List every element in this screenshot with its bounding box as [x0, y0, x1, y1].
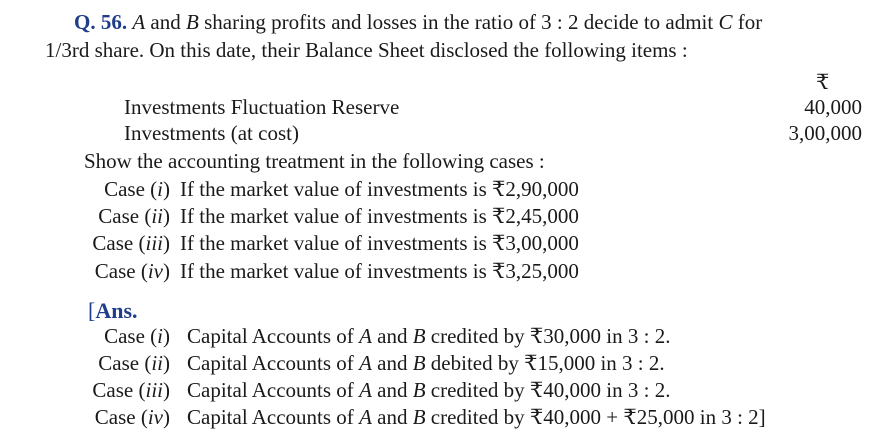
answer-case-text: Capital Accounts of A and B credited by ₹40,000 in 3 : 2.: [187, 378, 671, 402]
answer-case-text: Capital Accounts of A and B debited by ₹15,000 in 3 : 2.: [187, 351, 665, 375]
case-text: If the market value of investments is ₹3,00,000: [180, 231, 579, 255]
balance-item-label: Investments Fluctuation Reserve: [124, 95, 400, 119]
question-text: for: [732, 10, 763, 34]
case-text: If the market value of investments is ₹3,25,000: [180, 259, 579, 283]
case-label: Case (ii): [98, 204, 170, 228]
question-text: and: [145, 10, 186, 34]
case-label: Case (iii): [92, 231, 170, 255]
partner-c: C: [718, 10, 733, 34]
answer-case-label: Case (i): [104, 324, 170, 348]
case-label: Case (iv): [94, 259, 170, 283]
answer-case-label: Case (iv): [94, 405, 170, 429]
answer-case-label: Case (iii): [92, 378, 170, 402]
question-line-2: 1/3rd share. On this date, their Balance Sheet disclosed the following items :: [45, 38, 688, 62]
question-line-1: [74, 12, 762, 33]
case-label: Case (i): [104, 177, 170, 201]
balance-item-amount: 40,000: [804, 95, 862, 119]
instruction-text: Show the accounting treatment in the following cases :: [84, 149, 545, 173]
partner-a: A: [132, 10, 146, 34]
currency-symbol: ₹: [816, 70, 830, 94]
balance-item-amount: 3,00,000: [788, 121, 862, 145]
question-text: sharing profits and losses in the ratio of 3 : 2 decide to admit: [198, 10, 719, 34]
answer-case-label: Case (ii): [98, 351, 170, 375]
case-text: If the market value of investments is ₹2,90,000: [180, 177, 579, 201]
answer-case-text: Capital Accounts of A and B credited by ₹30,000 in 3 : 2.: [187, 324, 671, 348]
answer-label: [Ans.: [88, 298, 138, 323]
case-text: If the market value of investments is ₹2,45,000: [180, 204, 579, 228]
answer-case-text: Capital Accounts of A and B credited by ₹40,000 + ₹25,000 in 3 : 2]: [187, 405, 766, 429]
partner-b: B: [186, 10, 199, 34]
question-number: Q. 56.: [74, 10, 128, 34]
balance-item-label: Investments (at cost): [124, 121, 299, 145]
